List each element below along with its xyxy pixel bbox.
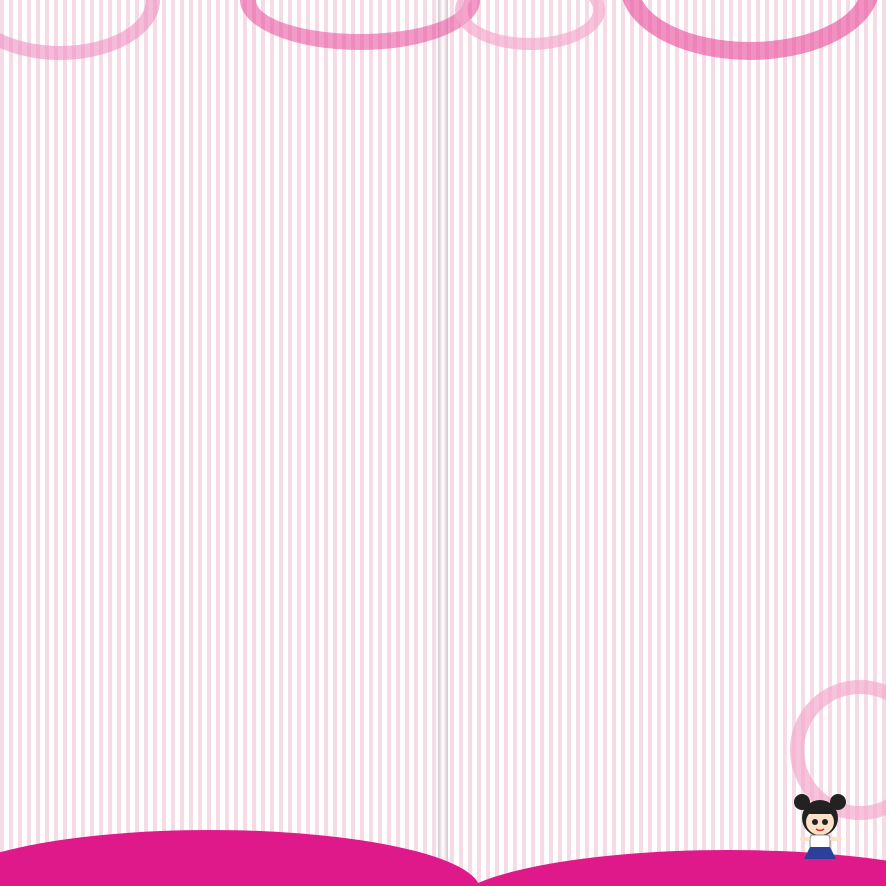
page-spine [438, 0, 448, 886]
pink-circle-decoration [620, 0, 880, 60]
pink-circle-decoration [455, 0, 605, 50]
pink-circle-decoration [0, 0, 160, 60]
pink-circle-decoration [0, 830, 480, 886]
mascot-girl-image [790, 792, 850, 864]
